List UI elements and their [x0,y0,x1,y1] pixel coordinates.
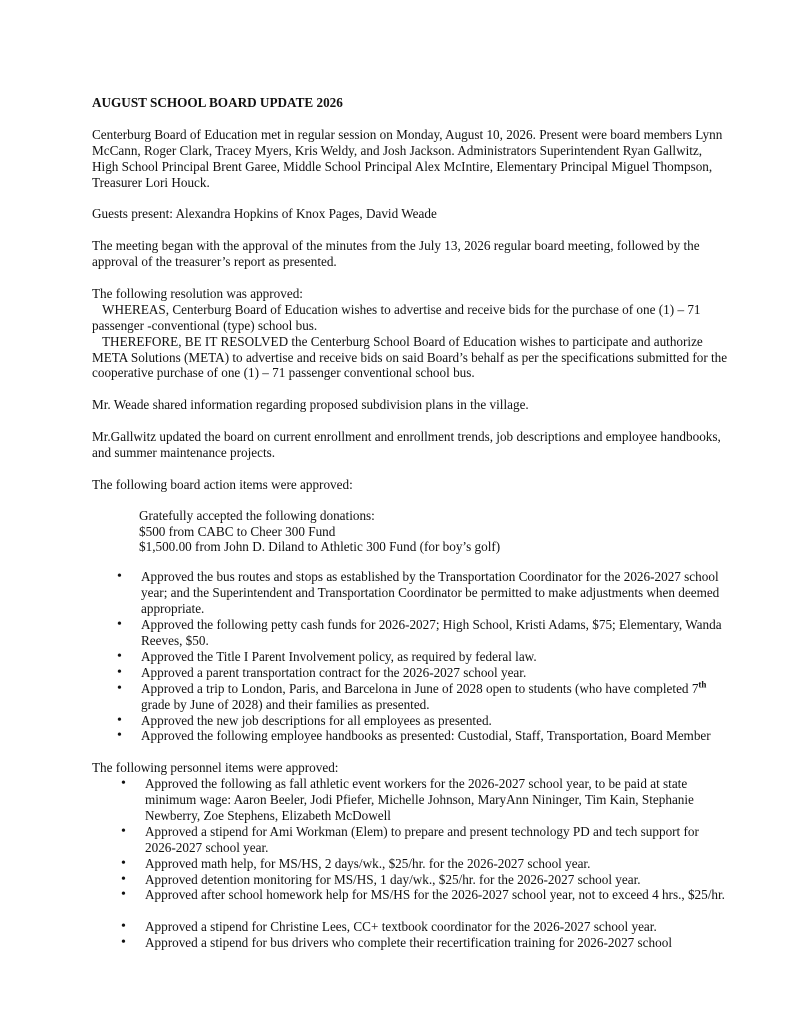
list-item: • Approved the bus routes and stops as established by the Transportation Coordinator for the 2026-2027 school year; and the Superintendent and Transportation Coordinator be permitted to make adjustments when deemed appropriate. [141,569,731,617]
personnel-list [145,776,731,903]
list-item: • Approved after school homework help for MS/HS for the 2026-2027 school year, not to exceed 4 hrs., $25/hr. [145,887,731,903]
trip-text-after: grade by June of 2028) and their families as presented. [141,696,430,712]
page-title: AUGUST SCHOOL BOARD UPDATE 2026 [92,95,343,110]
resolution-whereas: WHEREAS, Centerburg Board of Education wishes to advertise and receive bids for the purchase of one (1) – 71 passenger -conventional (type) school bus. [92,301,701,333]
meeting-began-paragraph: The meeting began with the approval of the minutes from the July 13, 2026 regular board meeting, followed by the approval of the treasurer’s report as presented. [92,238,700,270]
personnel-heading: The following personnel items were approved: [92,760,339,776]
trip-text-before: Approved a trip to London, Paris, and Barcelona in June of 2028 open to students (who have completed 7 [141,680,699,696]
intro-paragraph: Centerburg Board of Education met in regular session on Monday, August 10, 2026. Present were board members Lynn McCann, Roger Clark, Tracey Myers, Kris Weldy, and Josh Jackson. Administrators Superintendent Ryan Gallwitz, High School Principal Brent Garee, Middle School Principal Alex McIntire, Elementary Principal Miguel Thompson, Treasurer Lori Houck. [92,126,723,190]
ordinal-suffix: th [698,679,707,690]
resolution-therefore: THEREFORE, BE IT RESOLVED the Centerburg School Board of Education wishes to participate and authorize META Solutions (META) to advertise and receive bids on said Board’s behalf as per the specifications submitted for the cooperative purchase of one (1) – 71 passenger conventional school bus. [92,333,728,381]
weade-info-paragraph: Mr. Weade shared information regarding proposed subdivision plans in the village. [92,397,529,413]
list-item [141,681,731,713]
donation-item: $500 from CABC to Cheer 300 Fund [139,523,336,539]
donation-item: $1,500.00 from John D. Diland to Athletic 300 Fund (for boy’s golf) [139,539,501,555]
list-item: • Approved a parent transportation contract for the 2026-2027 school year. [141,665,731,681]
list-item: • Approved the following employee handbooks as presented: Custodial, Staff, Transportation, Board Member [141,728,731,744]
list-item: • Approved a stipend for bus drivers who complete their recertification training for 2026-2027 school [145,935,731,951]
list-item: • Approved math help, for MS/HS, 2 days/wk., $25/hr. for the 2026-2027 school year. [145,856,731,872]
gallwitz-update-paragraph: Mr.Gallwitz updated the board on current enrollment and enrollment trends, job descriptions and employee handbooks, and summer maintenance projects. [92,429,721,460]
personnel-list-continued [145,919,731,951]
guests-paragraph: Guests present: Alexandra Hopkins of Knox Pages, David Weade [92,206,437,222]
resolution-heading: The following resolution was approved: [92,285,303,301]
list-item: • Approved the Title I Parent Involvement policy, as required by federal law. [141,649,731,665]
list-item: • Approved a stipend for Ami Workman (Elem) to prepare and present technology PD and tech support for 2026-2027 school year. [145,824,731,856]
donations-block [139,508,731,556]
list-item: • Approved a stipend for Christine Lees, CC+ textbook coordinator for the 2026-2027 school year. [145,919,731,935]
board-actions-list [141,569,731,744]
board-actions-heading: The following board action items were approved: [92,476,353,492]
resolution-section [92,286,731,381]
donations-heading: Gratefully accepted the following donations: [139,507,375,523]
list-item: • Approved the following petty cash funds for 2026-2027; High School, Kristi Adams, $75; Elementary, Wanda Reeves, $50. [141,617,731,649]
list-item: • Approved the new job descriptions for all employees as presented. [141,713,731,729]
list-spacer [92,903,731,919]
list-item: • Approved the following as fall athletic event workers for the 2026-2027 school year, to be paid at state minimum wage: Aaron Beeler, Jodi Pfiefer, Michelle Johnson, MaryAnn Nininger, Tim Kain, Stephanie Newberry, Zoe Stephens, Elizabeth McDowell [145,776,731,824]
list-item: • Approved detention monitoring for MS/HS, 1 day/wk., $25/hr. for the 2026-2027 school year. [145,872,731,888]
